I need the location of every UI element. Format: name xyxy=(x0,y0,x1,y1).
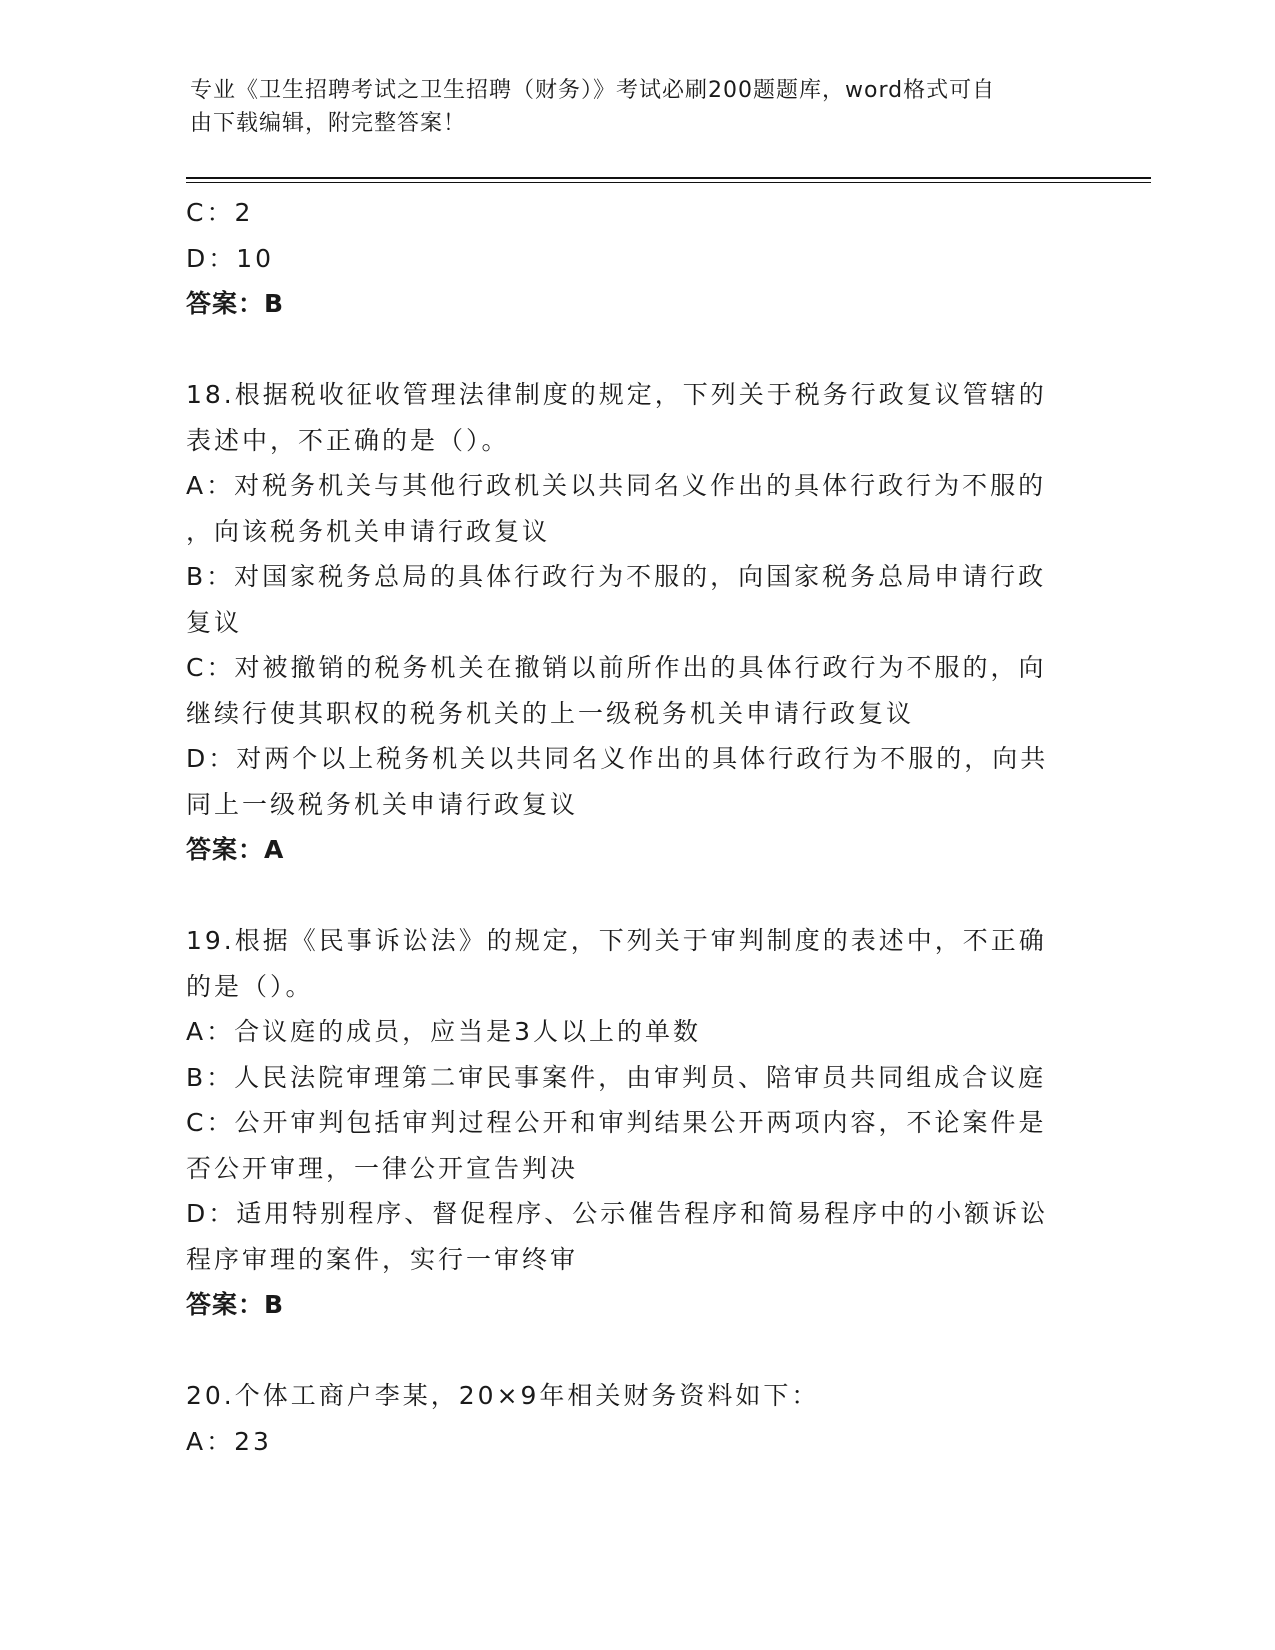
header-title-line-1: 专业《卫生招聘考试之卫生招聘（财务）》考试必刷200题题库，word格式可自 xyxy=(190,78,996,103)
spacer xyxy=(186,873,1086,919)
option-a: ，向该税务机关申请行政复议 xyxy=(186,516,551,546)
question-18 xyxy=(186,372,1086,873)
spacer xyxy=(186,1328,1086,1374)
option-c: C：2 xyxy=(186,198,254,227)
option-c: 否公开审理，一律公开宣告判决 xyxy=(186,1153,579,1183)
option-d: D：10 xyxy=(186,243,275,273)
question-stem: 18.根据税收征收管理法律制度的规定，下列关于税务行政复议管辖的 xyxy=(186,380,1047,409)
header-divider-thick xyxy=(186,177,1151,179)
answer-line: 答案：B xyxy=(186,289,285,318)
header-divider-thin xyxy=(186,182,1151,183)
document-header xyxy=(190,74,1070,140)
answer-line: 答案：A xyxy=(186,835,285,864)
option-a: A：对税务机关与其他行政机关以共同名义作出的具体行政行为不服的 xyxy=(186,471,1047,500)
option-d: 程序审理的案件，实行一审终审 xyxy=(186,1244,579,1274)
question-19 xyxy=(186,918,1086,1328)
option-c: C：公开审判包括审判过程公开和审判结果公开两项内容，不论案件是 xyxy=(186,1108,1047,1137)
option-d: D：适用特别程序、督促程序、公示催告程序和简易程序中的小额诉讼 xyxy=(186,1199,1049,1228)
question-20 xyxy=(186,1373,1086,1464)
option-d: D：对两个以上税务机关以共同名义作出的具体行政行为不服的，向共 xyxy=(186,744,1049,773)
question-stem: 表述中，不正确的是（）。 xyxy=(186,425,510,455)
question-stem: 的是（）。 xyxy=(186,971,314,1001)
spacer xyxy=(186,327,1086,373)
option-c: C：对被撤销的税务机关在撤销以前所作出的具体行政行为不服的，向 xyxy=(186,653,1047,682)
question-stem: 19.根据《民事诉讼法》的规定，下列关于审判制度的表述中，不正确 xyxy=(186,926,1047,955)
question-stem: 20.个体工商户李某，20×9年相关财务资料如下： xyxy=(186,1381,820,1410)
option-c: 继续行使其职权的税务机关的上一级税务机关申请行政复议 xyxy=(186,698,915,728)
previous-question-tail xyxy=(186,190,1086,327)
option-b: 复议 xyxy=(186,607,243,637)
option-a: A：23 xyxy=(186,1426,272,1456)
question-content xyxy=(186,190,1086,1464)
answer-line: 答案：B xyxy=(186,1290,285,1319)
option-b: B：对国家税务总局的具体行政行为不服的，向国家税务总局申请行政 xyxy=(186,562,1047,591)
option-b: B：人民法院审理第二审民事案件，由审判员、陪审员共同组成合议庭 xyxy=(186,1062,1047,1092)
option-a: A：合议庭的成员，应当是3人以上的单数 xyxy=(186,1017,702,1046)
header-title-line-2: 由下载编辑，附完整答案！ xyxy=(190,111,467,136)
option-d: 同上一级税务机关申请行政复议 xyxy=(186,789,579,819)
